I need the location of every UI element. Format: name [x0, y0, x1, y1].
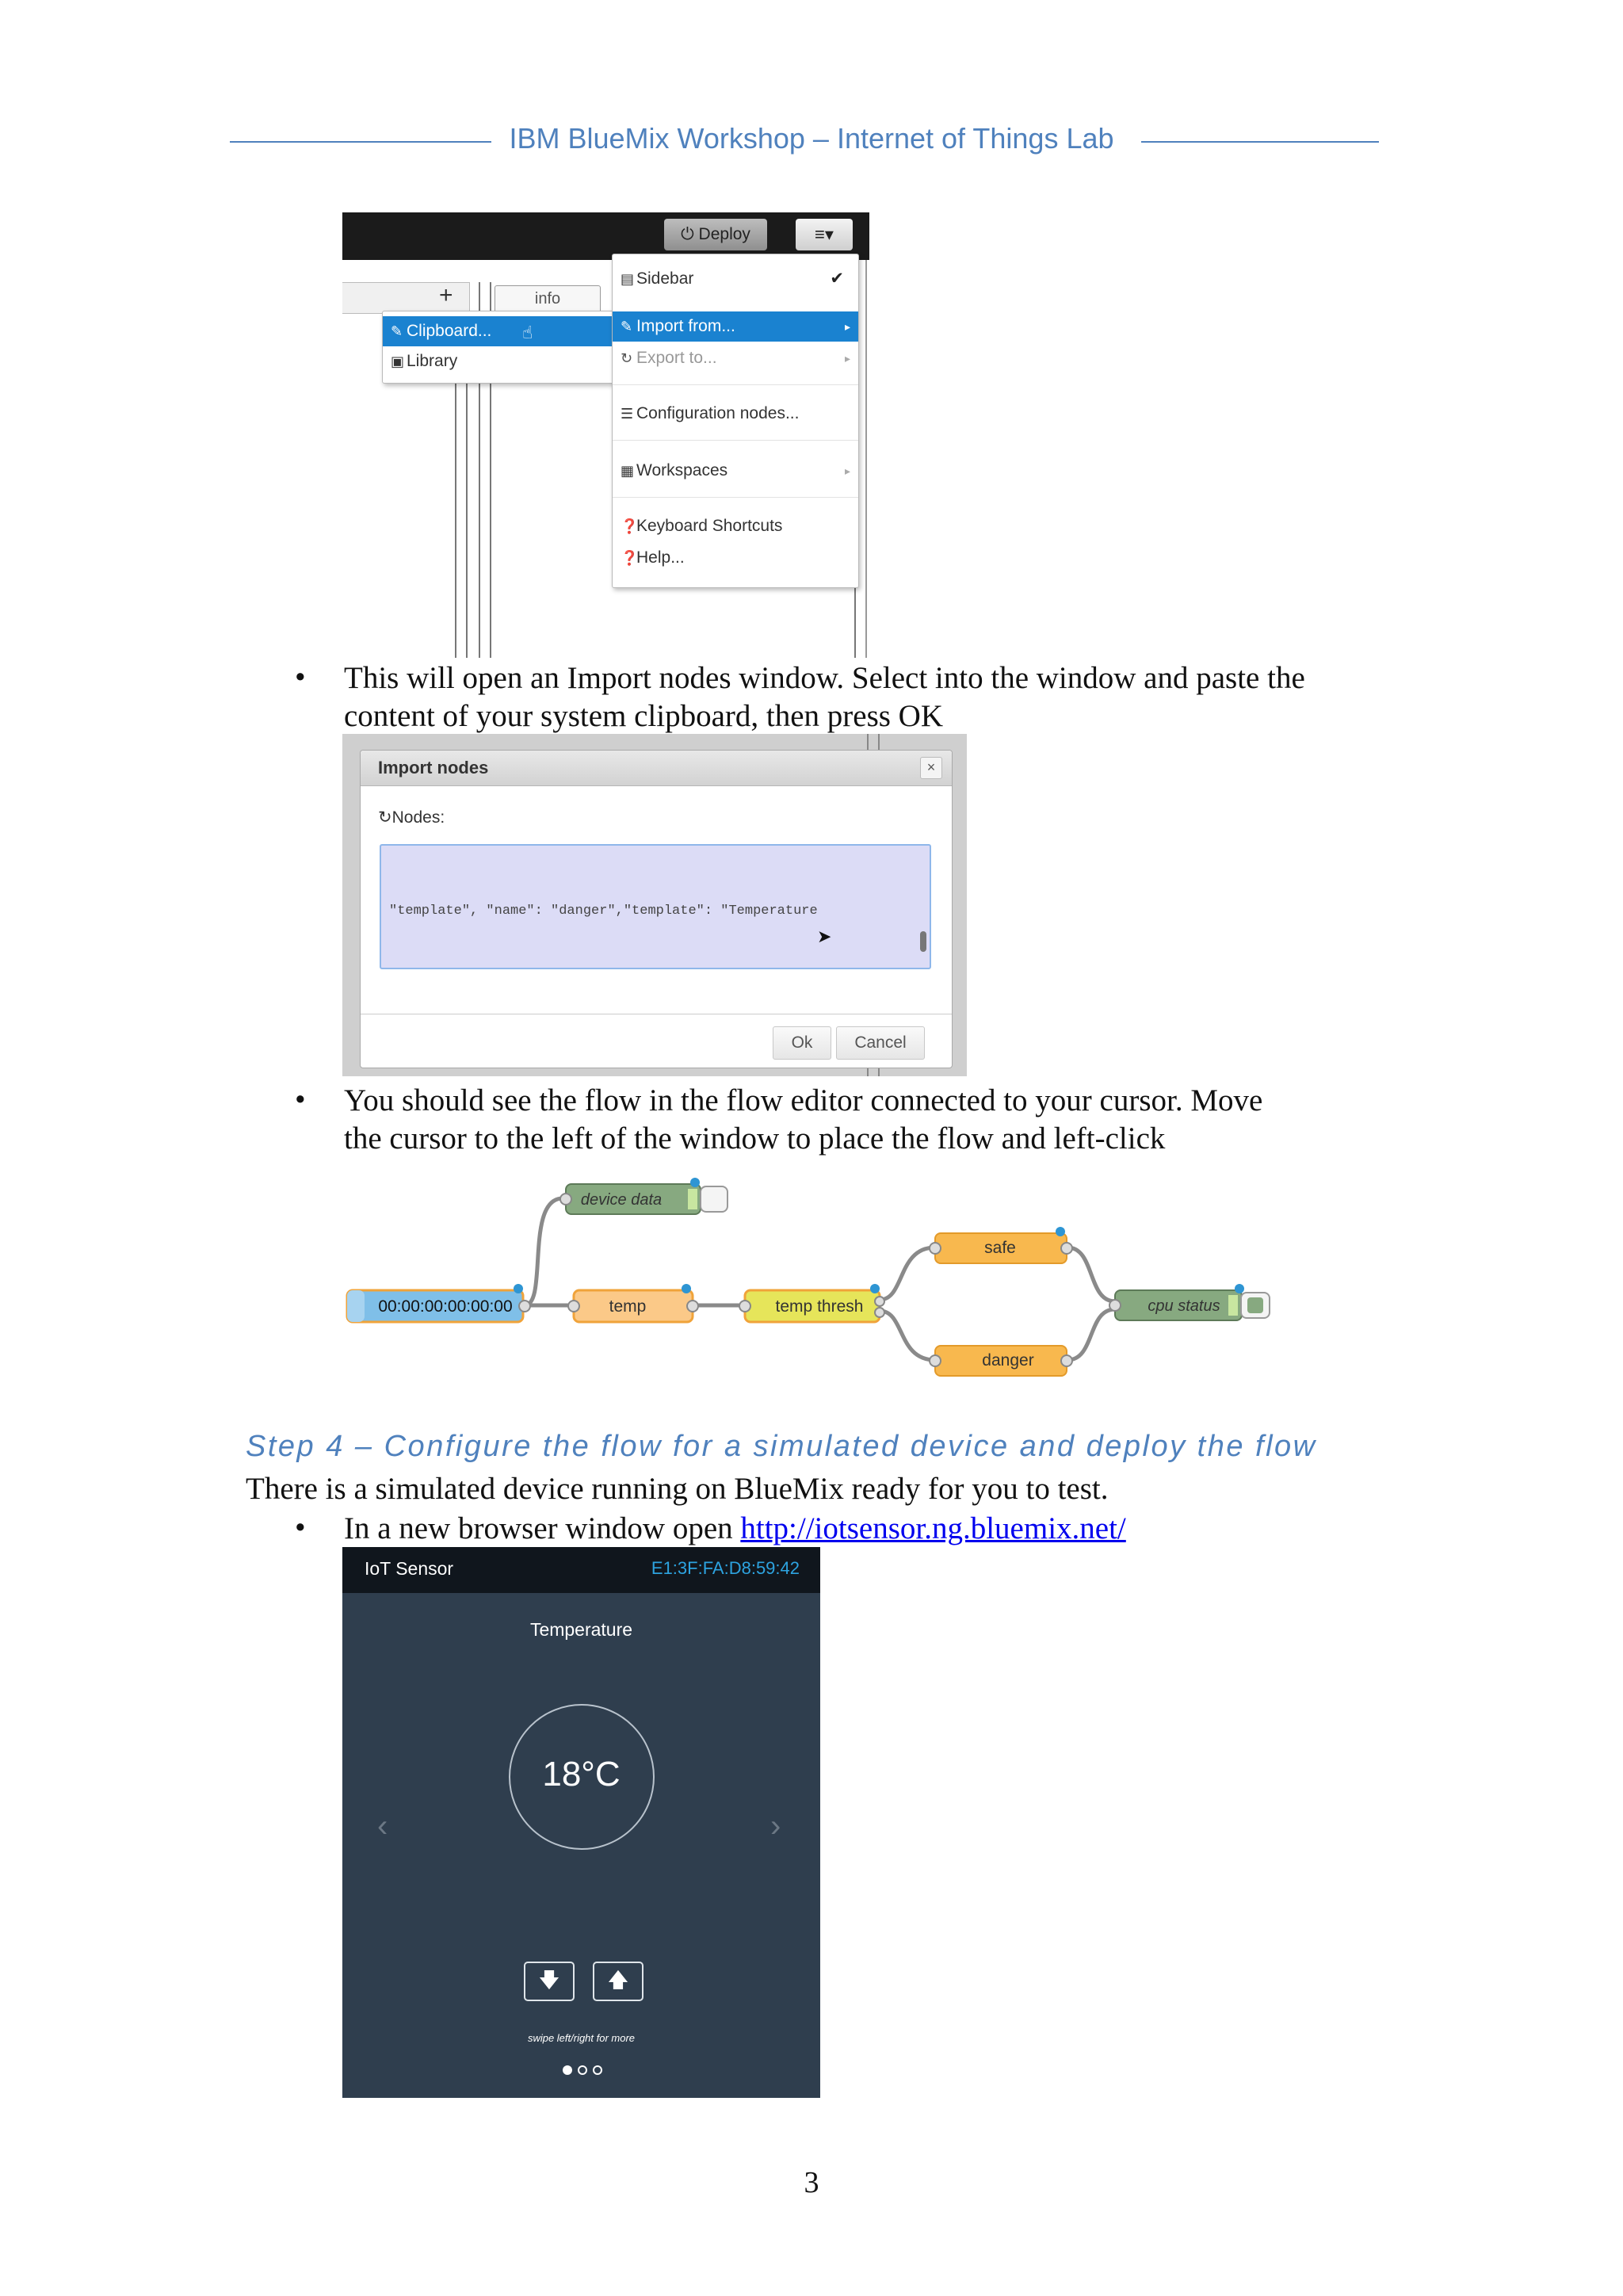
import-icon: ✎ — [621, 319, 633, 334]
app-header — [342, 1547, 820, 1593]
app-title: IoT Sensor — [365, 1558, 454, 1579]
flow-node-cpu-status[interactable] — [1109, 1284, 1270, 1320]
flow-node-temp[interactable] — [568, 1284, 698, 1322]
menu-item-help[interactable]: ❓ Help... — [613, 543, 858, 573]
close-icon[interactable]: × — [920, 757, 942, 779]
node-label: 00:00:00:00:00:00 — [378, 1297, 513, 1316]
menu-item-config-nodes[interactable]: ☰ Configuration nodes... — [613, 399, 858, 429]
book-icon: ▣ — [391, 353, 405, 369]
clipboard-submenu — [382, 311, 626, 384]
step-heading: Step 4 – Configure the flow for a simulated device and deploy the flow — [246, 1430, 1317, 1463]
deploy-label: Deploy — [698, 225, 750, 243]
sidebar-icon: ▤ — [621, 271, 635, 287]
flow-node-safe[interactable] — [930, 1227, 1072, 1263]
node-label: danger — [982, 1351, 1034, 1370]
iotsensor-link[interactable]: http://iotsensor.ng.bluemix.net/ — [740, 1511, 1126, 1545]
page-number: 3 — [804, 2166, 819, 2199]
check-icon: ✔ — [830, 269, 844, 288]
help-icon: ❓ — [621, 550, 639, 566]
bullet-marker: • — [295, 1511, 306, 1545]
import-dialog — [360, 750, 953, 1068]
step-text: There is a simulated device running on BlueMix ready for you to test. — [246, 1472, 1109, 1506]
menu-item-clipboard[interactable]: ✎ Clipboard... ☝ — [383, 316, 625, 346]
flow-node-temp-thresh[interactable] — [739, 1284, 884, 1322]
pointer-icon: ☝ — [522, 323, 533, 342]
arrow-down-icon: 🡇 — [538, 1969, 560, 1992]
iot-sensor-screenshot — [342, 1547, 820, 2098]
menu-item-export[interactable]: ↻ Export to... ▸ — [613, 343, 858, 373]
flow-canvas — [342, 1159, 1297, 1396]
list-icon: ☰ — [621, 406, 634, 422]
mouse-cursor-icon: ➤ — [817, 926, 832, 946]
node-label: safe — [984, 1239, 1016, 1257]
export-icon: ↻ — [621, 350, 633, 366]
cancel-button[interactable]: Cancel — [836, 1026, 925, 1060]
menu-item-import[interactable]: ✎ Import from... ▸ — [613, 311, 858, 342]
bullet3-line — [344, 1510, 1126, 1548]
chevron-right-icon[interactable]: › — [770, 1809, 781, 1843]
wire-safe-status — [1067, 1247, 1115, 1301]
textarea-scrollbar[interactable] — [920, 931, 926, 952]
ok-button[interactable]: Ok — [773, 1026, 831, 1060]
bullet3-text: In a new browser window open — [344, 1511, 741, 1545]
wire-danger-status — [1067, 1309, 1115, 1360]
import-icon: ↻ — [378, 808, 392, 827]
bullet1-line1: This will open an Import nodes window. Select into the window and paste the — [344, 661, 1305, 695]
chevron-right-icon: ▸ — [844, 320, 850, 333]
bullet2-line1: You should see the flow in the flow editor connected to your cursor. Move — [344, 1083, 1263, 1117]
wire-thresh-safe — [880, 1247, 935, 1300]
bullet-marker: • — [295, 1083, 306, 1117]
wire-thresh-danger — [880, 1311, 935, 1360]
menu-toggle-button[interactable] — [796, 219, 853, 250]
menu-screenshot — [342, 212, 869, 658]
node-label: cpu status — [1148, 1297, 1220, 1315]
header-title: IBM BlueMix Workshop – Internet of Things Lab — [0, 122, 1623, 155]
power-icon: ⏻ — [681, 225, 694, 243]
help-icon: ❓ — [621, 518, 639, 534]
import-dialog-screenshot — [342, 734, 967, 1076]
grid-icon: ▦ — [621, 463, 635, 479]
flow-node-danger[interactable] — [930, 1346, 1072, 1376]
edit-icon: ✎ — [391, 323, 403, 339]
bullet1-line2: content of your system clipboard, then press OK — [344, 699, 944, 733]
chevron-right-icon: ▸ — [844, 352, 850, 365]
page-dot-active[interactable] — [563, 2065, 572, 2075]
nodes-textarea[interactable]: "template", "name": "danger","template": "Temperature — [380, 844, 931, 969]
increase-button[interactable] — [593, 1962, 643, 2001]
node-label: device data — [580, 1191, 663, 1209]
hamburger-icon: ≡▾ — [815, 224, 834, 244]
page-dot[interactable] — [578, 2065, 587, 2075]
menu-item-sidebar[interactable]: ▤ Sidebar ✔ — [613, 264, 858, 294]
chevron-right-icon: ▸ — [844, 464, 850, 477]
menu-item-workspaces[interactable]: ▦ Workspaces ▸ — [613, 456, 858, 486]
menu-item-keyboard-shortcuts[interactable]: ❓ Keyboard Shortcuts — [613, 511, 858, 541]
arrow-up-icon: 🡅 — [607, 1969, 629, 1992]
device-id: E1:3F:FA:D8:59:42 — [651, 1558, 800, 1578]
flow-node-device-data[interactable] — [560, 1178, 727, 1214]
chevron-left-icon[interactable]: ‹ — [377, 1809, 388, 1843]
dialog-title: Import nodes × — [361, 751, 952, 786]
bullet-marker: • — [295, 660, 306, 694]
decrease-button[interactable] — [524, 1962, 575, 2001]
node-label: temp — [609, 1297, 647, 1316]
flow-node-mac-address[interactable] — [347, 1284, 530, 1322]
tab-info[interactable]: info — [495, 285, 601, 312]
nodes-label: ↻Nodes: — [378, 808, 445, 827]
add-tab-icon[interactable]: + — [439, 282, 453, 308]
page-dot[interactable] — [593, 2065, 602, 2075]
swipe-hint: swipe left/right for more — [527, 2032, 636, 2044]
metric-value: 18°C — [542, 1755, 621, 1794]
deploy-button[interactable] — [664, 219, 767, 250]
node-label: temp thresh — [775, 1297, 864, 1316]
bullet2-line2: the cursor to the left of the window to place the flow and left-click — [344, 1121, 1166, 1156]
metric-label: Temperature — [529, 1619, 633, 1640]
wire-mac-device — [525, 1198, 563, 1305]
main-menu — [612, 254, 859, 588]
menu-item-library[interactable]: ▣ Library — [383, 346, 625, 376]
flow-screenshot — [342, 1159, 1297, 1396]
